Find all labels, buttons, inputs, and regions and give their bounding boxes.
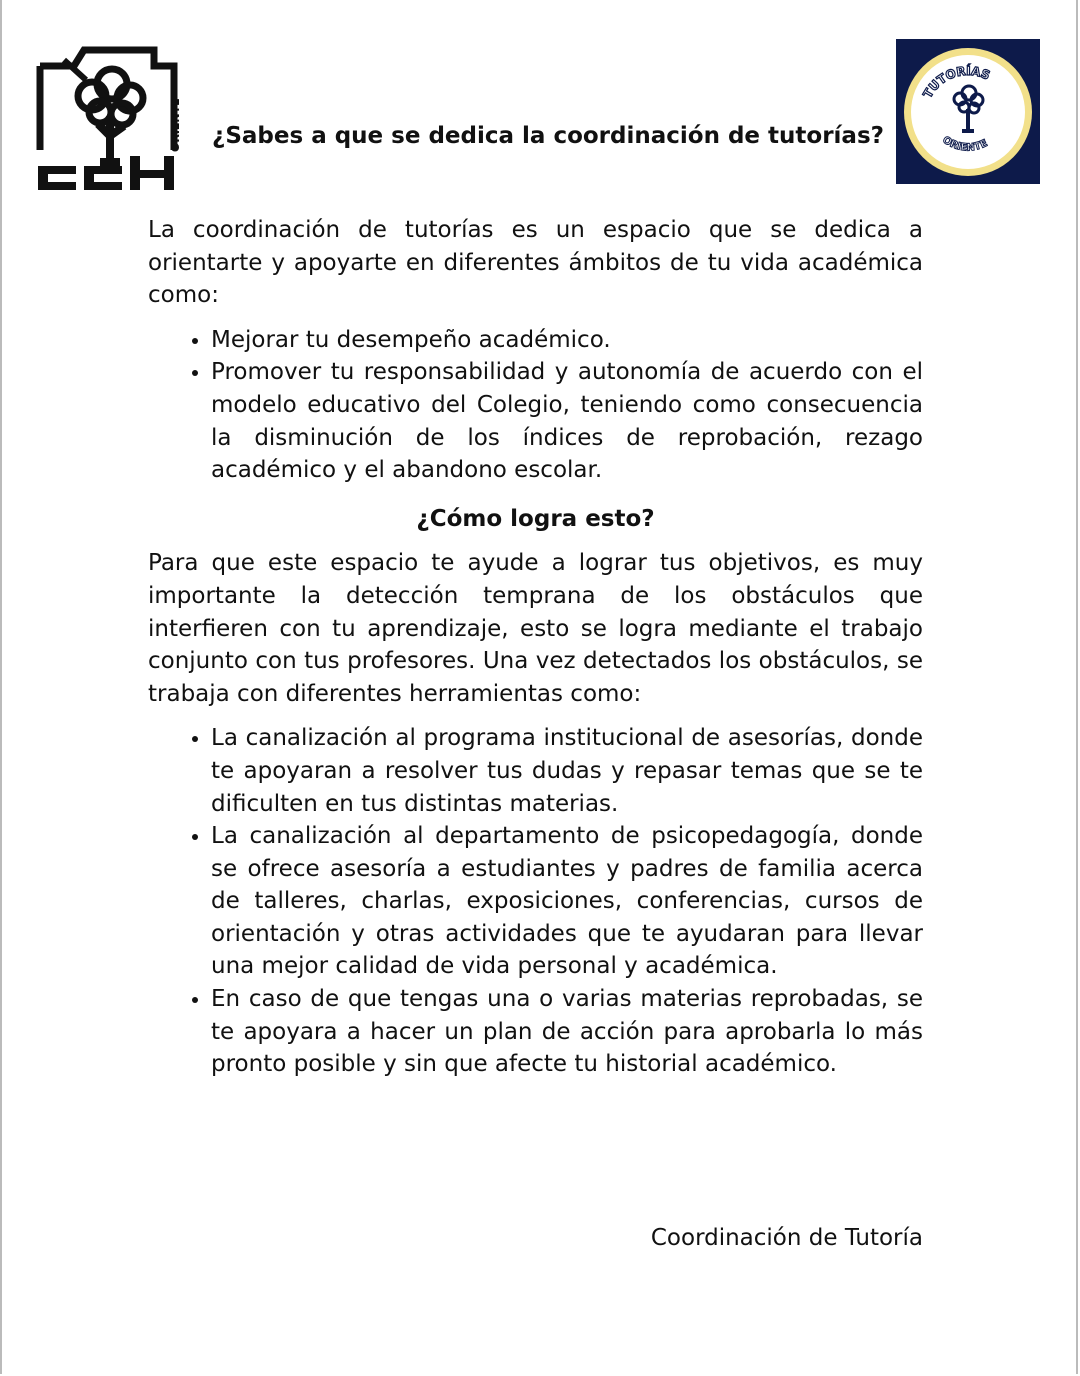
svg-text:ORIENTE: ORIENTE (169, 98, 182, 152)
section-heading: ¿Cómo logra esto? (416, 505, 655, 532)
list-item: • Mejorar tu desempeño académico. (211, 324, 923, 357)
svg-text:TUTORÍAS: TUTORÍAS (920, 63, 993, 101)
list-item: • La canalización al departamento de psicopedagogía, donde se ofrece asesoría a estudiantes y padres de familia acerca de talleres, charlas, exposiciones, conferencias, cursos de orientación y otras actividades que te ayudaran para llevar una mejor calidad de vida personal y académica. (211, 820, 923, 983)
intro-paragraph: La coordinación de tutorías es un espacio que se dedica a orientarte y apoyarte en diferentes ámbitos de tu vida académica como: (148, 217, 923, 309)
list-item: • En caso de que tengas una o varias materias reprobadas, se te apoyara a hacer un plan de acción para aprobarla lo más pronto posible y sin que afecte tu historial académico. (211, 983, 923, 1081)
tutorias-oriente-logo (896, 39, 1040, 184)
list-item: • La canalización al programa institucional de asesorías, donde te apoyaran a resolver tus dudas y repasar temas que se te dificulten en tus distintas materias. (211, 722, 923, 820)
document-body (148, 214, 923, 1081)
method-paragraph: Para que este espacio te ayude a lograr tus objetivos, es muy importante la detección temprana de los obstáculos que interfieren con tu aprendizaje, esto se logra mediante el trabajo conjunto con tus profesores. Una vez detectados los obstáculos, se trabaja con diferentes herramientas como: (148, 550, 923, 707)
signature: Coordinación de Tutoría (650, 1225, 923, 1251)
list-item: • Promover tu responsabilidad y autonomía de acuerdo con el modelo educativo del Colegio, teniendo como consecuencia la disminución de los índices de reprobación, rezago académico y el abandono escolar. (211, 356, 923, 486)
cch-oriente-logo (34, 44, 184, 194)
goals-list (148, 324, 923, 487)
tools-list (148, 722, 923, 1081)
svg-text:ORIENTE: ORIENTE (940, 134, 990, 154)
page-title: ¿Sabes a que se dedica la coordinación de tutorías? (212, 123, 884, 149)
